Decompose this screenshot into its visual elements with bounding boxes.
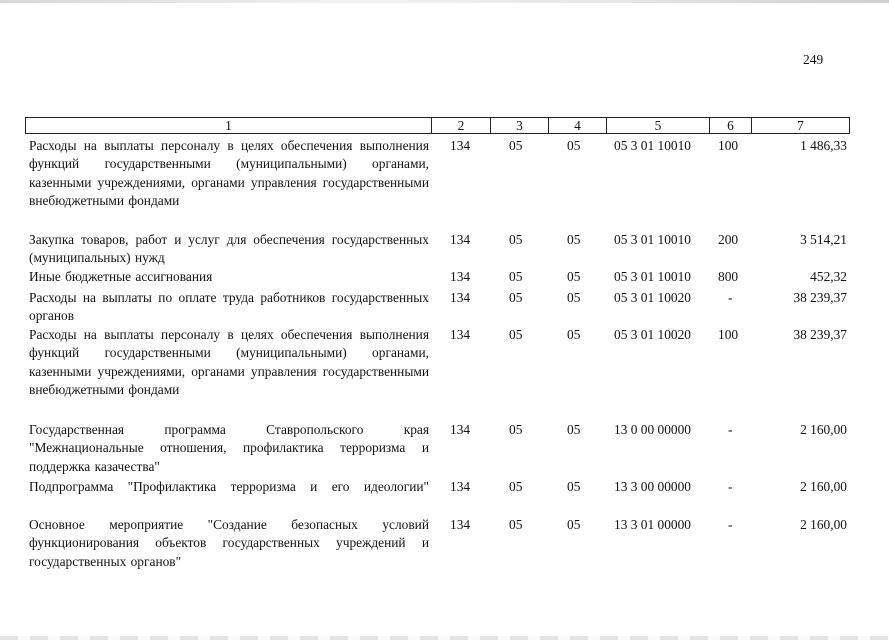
row-code-subsection: 05 xyxy=(567,479,581,494)
row-amount: 2 160,00 xyxy=(800,422,847,437)
row-expense-type: 100 xyxy=(718,327,739,342)
row-target-article: 05 3 01 10010 xyxy=(614,269,691,284)
row-code-admin: 134 xyxy=(450,327,471,342)
row-name: Подпрограмма "Профилактика терроризма и его идеологии" xyxy=(29,479,429,494)
row-amount: 38 239,37 xyxy=(793,327,847,342)
row-name: Закупка товаров, работ и услуг для обеспечения государственных (муниципальных) нужд xyxy=(29,232,429,266)
row-expense-type: - xyxy=(728,422,733,437)
row-expense-type: - xyxy=(728,290,733,305)
row-name: Расходы на выплаты персоналу в целях обеспечения выполнения функций государственными (муниципальными) органами, казенными учреждениями, органами управления государственными внебюджетными фондами xyxy=(29,138,429,208)
row-expense-type: 800 xyxy=(718,269,739,284)
header-col-7: 7 xyxy=(751,118,849,133)
row-amount: 3 514,21 xyxy=(800,232,847,247)
row-code-section: 05 xyxy=(509,269,523,284)
row-target-article: 13 3 00 00000 xyxy=(614,479,691,494)
row-code-section: 05 xyxy=(509,422,523,437)
header-col-6: 6 xyxy=(709,118,751,133)
row-code-subsection: 05 xyxy=(567,232,581,247)
row-code-subsection: 05 xyxy=(567,269,581,284)
row-code-subsection: 05 xyxy=(567,290,581,305)
row-code-section: 05 xyxy=(509,479,523,494)
row-code-subsection: 05 xyxy=(567,327,581,342)
row-target-article: 05 3 01 10010 xyxy=(614,138,691,153)
header-col-4: 4 xyxy=(548,118,606,133)
row-amount: 2 160,00 xyxy=(800,517,847,532)
row-target-article: 05 3 01 10020 xyxy=(614,290,691,305)
row-target-article: 13 3 01 00000 xyxy=(614,517,691,532)
header-col-1: 1 xyxy=(225,118,232,133)
table-header xyxy=(25,117,850,134)
row-code-admin: 134 xyxy=(450,479,471,494)
row-code-section: 05 xyxy=(509,138,523,153)
row-code-admin: 134 xyxy=(450,517,471,532)
row-name: Государственная программа Ставропольского края "Межнациональные отношения, профилактика терроризма и поддержка казачества" xyxy=(29,422,429,474)
row-code-section: 05 xyxy=(509,290,523,305)
row-code-section: 05 xyxy=(509,517,523,532)
scan-edge-bottom xyxy=(0,636,889,640)
row-name: Расходы на выплаты персоналу в целях обеспечения выполнения функций государственными (муниципальными) органами, казенными учреждениями, органами управления государственными внебюджетными фондами xyxy=(29,327,429,397)
header-col-2: 2 xyxy=(431,118,490,133)
row-target-article: 13 0 00 00000 xyxy=(614,422,691,437)
row-amount: 2 160,00 xyxy=(800,479,847,494)
row-code-admin: 134 xyxy=(450,290,471,305)
row-code-section: 05 xyxy=(509,327,523,342)
row-target-article: 05 3 01 10020 xyxy=(614,327,691,342)
row-name: Расходы на выплаты по оплате труда работников государственных органов xyxy=(29,290,429,324)
row-code-admin: 134 xyxy=(450,138,471,153)
row-name: Иные бюджетные ассигнования xyxy=(29,269,213,284)
row-expense-type: - xyxy=(728,517,733,532)
row-code-admin: 134 xyxy=(450,232,471,247)
row-amount: 1 486,33 xyxy=(800,138,847,153)
row-amount: 38 239,37 xyxy=(793,290,847,305)
row-expense-type: 100 xyxy=(718,138,739,153)
row-code-subsection: 05 xyxy=(567,422,581,437)
row-expense-type: - xyxy=(728,479,733,494)
header-col-5: 5 xyxy=(606,118,709,133)
row-amount: 452,32 xyxy=(810,269,847,284)
row-code-subsection: 05 xyxy=(567,138,581,153)
row-code-admin: 134 xyxy=(450,269,471,284)
header-col-3: 3 xyxy=(490,118,548,133)
scan-edge-top xyxy=(0,0,889,3)
row-target-article: 05 3 01 10010 xyxy=(614,232,691,247)
page-number: 249 xyxy=(803,52,824,67)
row-code-section: 05 xyxy=(509,232,523,247)
row-expense-type: 200 xyxy=(718,232,739,247)
row-code-subsection: 05 xyxy=(567,517,581,532)
row-code-admin: 134 xyxy=(450,422,471,437)
row-name: Основное мероприятие "Создание безопасных условий функционирования объектов государственных учреждений и государственных органов" xyxy=(29,517,429,569)
